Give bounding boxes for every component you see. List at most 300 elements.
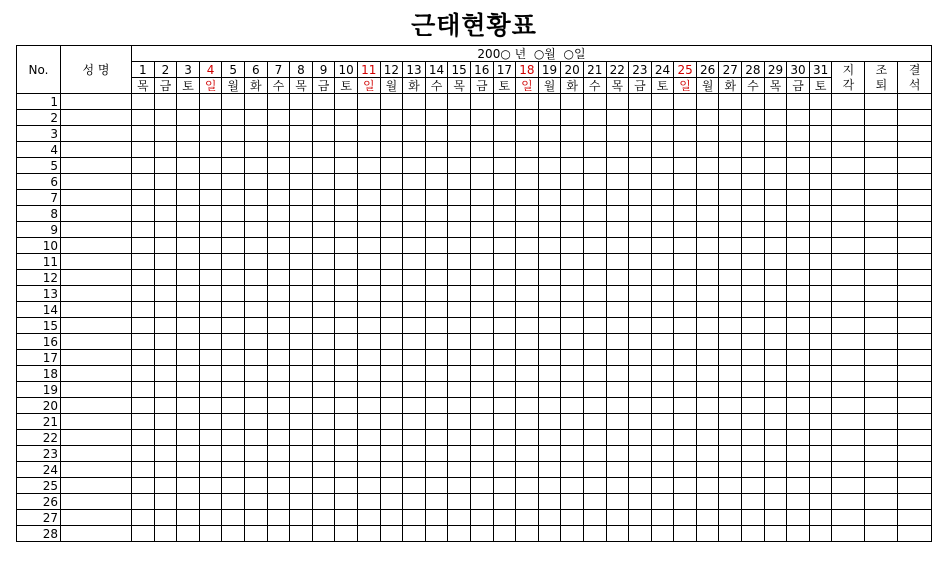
attendance-cell[interactable]	[177, 382, 200, 398]
attendance-cell[interactable]	[290, 430, 313, 446]
attendance-cell[interactable]	[583, 478, 606, 494]
attendance-cell[interactable]	[493, 494, 516, 510]
attendance-cell[interactable]	[674, 318, 697, 334]
attendance-cell[interactable]	[425, 238, 448, 254]
attendance-cell[interactable]	[674, 94, 697, 110]
attendance-cell[interactable]	[719, 430, 742, 446]
attendance-cell[interactable]	[538, 414, 561, 430]
attendance-cell[interactable]	[606, 238, 629, 254]
attendance-cell[interactable]	[764, 254, 787, 270]
late-cell[interactable]	[832, 270, 865, 286]
attendance-cell[interactable]	[403, 430, 426, 446]
attendance-cell[interactable]	[448, 446, 471, 462]
attendance-cell[interactable]	[516, 126, 539, 142]
attendance-cell[interactable]	[809, 366, 832, 382]
attendance-cell[interactable]	[561, 94, 584, 110]
attendance-cell[interactable]	[425, 110, 448, 126]
attendance-cell[interactable]	[493, 398, 516, 414]
attendance-cell[interactable]	[719, 142, 742, 158]
attendance-cell[interactable]	[561, 430, 584, 446]
attendance-cell[interactable]	[742, 238, 765, 254]
early-cell[interactable]	[865, 126, 898, 142]
attendance-cell[interactable]	[538, 446, 561, 462]
attendance-cell[interactable]	[493, 190, 516, 206]
attendance-cell[interactable]	[696, 190, 719, 206]
attendance-cell[interactable]	[448, 430, 471, 446]
attendance-cell[interactable]	[516, 462, 539, 478]
attendance-cell[interactable]	[154, 430, 177, 446]
attendance-cell[interactable]	[651, 238, 674, 254]
attendance-cell[interactable]	[583, 430, 606, 446]
attendance-cell[interactable]	[764, 318, 787, 334]
attendance-cell[interactable]	[606, 222, 629, 238]
attendance-cell[interactable]	[538, 302, 561, 318]
attendance-cell[interactable]	[674, 158, 697, 174]
name-cell[interactable]	[61, 174, 132, 190]
attendance-cell[interactable]	[154, 174, 177, 190]
attendance-cell[interactable]	[290, 142, 313, 158]
attendance-cell[interactable]	[561, 286, 584, 302]
attendance-cell[interactable]	[403, 222, 426, 238]
attendance-cell[interactable]	[493, 350, 516, 366]
attendance-cell[interactable]	[335, 158, 358, 174]
attendance-cell[interactable]	[267, 254, 290, 270]
attendance-cell[interactable]	[245, 318, 268, 334]
attendance-cell[interactable]	[742, 318, 765, 334]
attendance-cell[interactable]	[493, 302, 516, 318]
attendance-cell[interactable]	[538, 350, 561, 366]
attendance-cell[interactable]	[357, 334, 380, 350]
attendance-cell[interactable]	[674, 382, 697, 398]
attendance-cell[interactable]	[606, 398, 629, 414]
attendance-cell[interactable]	[312, 254, 335, 270]
attendance-cell[interactable]	[719, 302, 742, 318]
attendance-cell[interactable]	[199, 158, 222, 174]
attendance-cell[interactable]	[696, 462, 719, 478]
attendance-cell[interactable]	[290, 206, 313, 222]
attendance-cell[interactable]	[583, 494, 606, 510]
attendance-cell[interactable]	[809, 526, 832, 542]
attendance-cell[interactable]	[357, 158, 380, 174]
attendance-cell[interactable]	[696, 270, 719, 286]
attendance-cell[interactable]	[357, 206, 380, 222]
attendance-cell[interactable]	[719, 174, 742, 190]
attendance-cell[interactable]	[312, 414, 335, 430]
absent-cell[interactable]	[898, 510, 932, 526]
attendance-cell[interactable]	[606, 126, 629, 142]
attendance-cell[interactable]	[606, 446, 629, 462]
attendance-cell[interactable]	[425, 254, 448, 270]
attendance-cell[interactable]	[629, 382, 652, 398]
attendance-cell[interactable]	[629, 286, 652, 302]
early-cell[interactable]	[865, 462, 898, 478]
attendance-cell[interactable]	[561, 270, 584, 286]
attendance-cell[interactable]	[696, 414, 719, 430]
attendance-cell[interactable]	[787, 526, 810, 542]
attendance-cell[interactable]	[719, 334, 742, 350]
attendance-cell[interactable]	[245, 110, 268, 126]
attendance-cell[interactable]	[606, 158, 629, 174]
attendance-cell[interactable]	[787, 350, 810, 366]
name-cell[interactable]	[61, 334, 132, 350]
attendance-cell[interactable]	[470, 94, 493, 110]
attendance-cell[interactable]	[312, 478, 335, 494]
attendance-cell[interactable]	[448, 254, 471, 270]
attendance-cell[interactable]	[719, 414, 742, 430]
attendance-cell[interactable]	[787, 94, 810, 110]
attendance-cell[interactable]	[335, 382, 358, 398]
attendance-cell[interactable]	[199, 382, 222, 398]
late-cell[interactable]	[832, 398, 865, 414]
attendance-cell[interactable]	[403, 350, 426, 366]
attendance-cell[interactable]	[222, 478, 245, 494]
attendance-cell[interactable]	[335, 126, 358, 142]
attendance-cell[interactable]	[425, 430, 448, 446]
attendance-cell[interactable]	[696, 286, 719, 302]
attendance-cell[interactable]	[132, 110, 155, 126]
late-cell[interactable]	[832, 414, 865, 430]
attendance-cell[interactable]	[538, 94, 561, 110]
attendance-cell[interactable]	[245, 350, 268, 366]
attendance-cell[interactable]	[538, 174, 561, 190]
attendance-cell[interactable]	[606, 190, 629, 206]
attendance-cell[interactable]	[448, 286, 471, 302]
attendance-cell[interactable]	[787, 366, 810, 382]
attendance-cell[interactable]	[719, 478, 742, 494]
attendance-cell[interactable]	[132, 382, 155, 398]
attendance-cell[interactable]	[583, 318, 606, 334]
attendance-cell[interactable]	[245, 446, 268, 462]
attendance-cell[interactable]	[245, 238, 268, 254]
attendance-cell[interactable]	[335, 494, 358, 510]
attendance-cell[interactable]	[764, 446, 787, 462]
absent-cell[interactable]	[898, 94, 932, 110]
attendance-cell[interactable]	[357, 94, 380, 110]
attendance-cell[interactable]	[674, 270, 697, 286]
attendance-cell[interactable]	[561, 446, 584, 462]
name-cell[interactable]	[61, 462, 132, 478]
attendance-cell[interactable]	[132, 302, 155, 318]
attendance-cell[interactable]	[199, 206, 222, 222]
attendance-cell[interactable]	[516, 414, 539, 430]
attendance-cell[interactable]	[696, 126, 719, 142]
attendance-cell[interactable]	[154, 190, 177, 206]
attendance-cell[interactable]	[335, 462, 358, 478]
absent-cell[interactable]	[898, 446, 932, 462]
attendance-cell[interactable]	[199, 190, 222, 206]
attendance-cell[interactable]	[357, 222, 380, 238]
late-cell[interactable]	[832, 126, 865, 142]
attendance-cell[interactable]	[742, 222, 765, 238]
attendance-cell[interactable]	[403, 510, 426, 526]
attendance-cell[interactable]	[290, 478, 313, 494]
attendance-cell[interactable]	[357, 142, 380, 158]
attendance-cell[interactable]	[222, 286, 245, 302]
attendance-cell[interactable]	[154, 510, 177, 526]
attendance-cell[interactable]	[222, 334, 245, 350]
attendance-cell[interactable]	[448, 510, 471, 526]
attendance-cell[interactable]	[132, 350, 155, 366]
attendance-cell[interactable]	[629, 110, 652, 126]
attendance-cell[interactable]	[787, 270, 810, 286]
attendance-cell[interactable]	[674, 494, 697, 510]
attendance-cell[interactable]	[719, 398, 742, 414]
name-cell[interactable]	[61, 238, 132, 254]
late-cell[interactable]	[832, 446, 865, 462]
attendance-cell[interactable]	[493, 318, 516, 334]
attendance-cell[interactable]	[742, 334, 765, 350]
attendance-cell[interactable]	[267, 126, 290, 142]
attendance-cell[interactable]	[583, 126, 606, 142]
late-cell[interactable]	[832, 238, 865, 254]
attendance-cell[interactable]	[651, 206, 674, 222]
attendance-cell[interactable]	[380, 238, 403, 254]
attendance-cell[interactable]	[357, 286, 380, 302]
attendance-cell[interactable]	[696, 110, 719, 126]
attendance-cell[interactable]	[583, 270, 606, 286]
attendance-cell[interactable]	[606, 350, 629, 366]
early-cell[interactable]	[865, 494, 898, 510]
attendance-cell[interactable]	[651, 414, 674, 430]
attendance-cell[interactable]	[267, 238, 290, 254]
attendance-cell[interactable]	[335, 350, 358, 366]
attendance-cell[interactable]	[651, 302, 674, 318]
attendance-cell[interactable]	[312, 350, 335, 366]
absent-cell[interactable]	[898, 158, 932, 174]
attendance-cell[interactable]	[809, 414, 832, 430]
attendance-cell[interactable]	[516, 270, 539, 286]
attendance-cell[interactable]	[764, 142, 787, 158]
early-cell[interactable]	[865, 110, 898, 126]
attendance-cell[interactable]	[561, 110, 584, 126]
attendance-cell[interactable]	[425, 94, 448, 110]
attendance-cell[interactable]	[561, 318, 584, 334]
early-cell[interactable]	[865, 350, 898, 366]
attendance-cell[interactable]	[448, 398, 471, 414]
attendance-cell[interactable]	[177, 398, 200, 414]
early-cell[interactable]	[865, 286, 898, 302]
attendance-cell[interactable]	[809, 270, 832, 286]
name-cell[interactable]	[61, 302, 132, 318]
attendance-cell[interactable]	[493, 206, 516, 222]
attendance-cell[interactable]	[742, 526, 765, 542]
attendance-cell[interactable]	[357, 382, 380, 398]
attendance-cell[interactable]	[403, 110, 426, 126]
attendance-cell[interactable]	[674, 414, 697, 430]
attendance-cell[interactable]	[403, 446, 426, 462]
attendance-cell[interactable]	[245, 174, 268, 190]
attendance-cell[interactable]	[312, 302, 335, 318]
attendance-cell[interactable]	[561, 382, 584, 398]
attendance-cell[interactable]	[561, 494, 584, 510]
attendance-cell[interactable]	[470, 206, 493, 222]
attendance-cell[interactable]	[674, 206, 697, 222]
attendance-cell[interactable]	[132, 462, 155, 478]
attendance-cell[interactable]	[629, 94, 652, 110]
attendance-cell[interactable]	[177, 142, 200, 158]
attendance-cell[interactable]	[245, 462, 268, 478]
attendance-cell[interactable]	[809, 94, 832, 110]
attendance-cell[interactable]	[561, 254, 584, 270]
attendance-cell[interactable]	[764, 222, 787, 238]
attendance-cell[interactable]	[312, 238, 335, 254]
attendance-cell[interactable]	[583, 254, 606, 270]
attendance-cell[interactable]	[696, 366, 719, 382]
name-cell[interactable]	[61, 254, 132, 270]
name-cell[interactable]	[61, 142, 132, 158]
attendance-cell[interactable]	[154, 318, 177, 334]
attendance-cell[interactable]	[380, 126, 403, 142]
attendance-cell[interactable]	[425, 446, 448, 462]
attendance-cell[interactable]	[425, 270, 448, 286]
attendance-cell[interactable]	[651, 510, 674, 526]
attendance-cell[interactable]	[425, 302, 448, 318]
attendance-cell[interactable]	[493, 238, 516, 254]
attendance-cell[interactable]	[516, 430, 539, 446]
attendance-cell[interactable]	[742, 430, 765, 446]
attendance-cell[interactable]	[470, 254, 493, 270]
attendance-cell[interactable]	[380, 94, 403, 110]
attendance-cell[interactable]	[222, 238, 245, 254]
attendance-cell[interactable]	[403, 270, 426, 286]
attendance-cell[interactable]	[380, 206, 403, 222]
early-cell[interactable]	[865, 158, 898, 174]
attendance-cell[interactable]	[245, 206, 268, 222]
attendance-cell[interactable]	[357, 366, 380, 382]
late-cell[interactable]	[832, 382, 865, 398]
attendance-cell[interactable]	[764, 190, 787, 206]
attendance-cell[interactable]	[742, 254, 765, 270]
attendance-cell[interactable]	[290, 238, 313, 254]
attendance-cell[interactable]	[787, 126, 810, 142]
attendance-cell[interactable]	[538, 190, 561, 206]
attendance-cell[interactable]	[312, 142, 335, 158]
attendance-cell[interactable]	[629, 510, 652, 526]
attendance-cell[interactable]	[470, 526, 493, 542]
attendance-cell[interactable]	[787, 334, 810, 350]
attendance-cell[interactable]	[267, 462, 290, 478]
attendance-cell[interactable]	[696, 334, 719, 350]
attendance-cell[interactable]	[335, 254, 358, 270]
attendance-cell[interactable]	[583, 350, 606, 366]
attendance-cell[interactable]	[380, 366, 403, 382]
attendance-cell[interactable]	[742, 302, 765, 318]
attendance-cell[interactable]	[742, 462, 765, 478]
attendance-cell[interactable]	[583, 334, 606, 350]
attendance-cell[interactable]	[177, 206, 200, 222]
attendance-cell[interactable]	[696, 222, 719, 238]
attendance-cell[interactable]	[516, 238, 539, 254]
attendance-cell[interactable]	[561, 206, 584, 222]
attendance-cell[interactable]	[561, 526, 584, 542]
attendance-cell[interactable]	[561, 238, 584, 254]
attendance-cell[interactable]	[403, 382, 426, 398]
absent-cell[interactable]	[898, 110, 932, 126]
attendance-cell[interactable]	[312, 126, 335, 142]
attendance-cell[interactable]	[290, 398, 313, 414]
attendance-cell[interactable]	[177, 318, 200, 334]
attendance-cell[interactable]	[222, 302, 245, 318]
attendance-cell[interactable]	[177, 510, 200, 526]
attendance-cell[interactable]	[199, 526, 222, 542]
attendance-cell[interactable]	[222, 366, 245, 382]
absent-cell[interactable]	[898, 238, 932, 254]
attendance-cell[interactable]	[651, 270, 674, 286]
early-cell[interactable]	[865, 222, 898, 238]
attendance-cell[interactable]	[290, 190, 313, 206]
attendance-cell[interactable]	[764, 510, 787, 526]
attendance-cell[interactable]	[561, 222, 584, 238]
attendance-cell[interactable]	[357, 494, 380, 510]
attendance-cell[interactable]	[154, 446, 177, 462]
attendance-cell[interactable]	[764, 462, 787, 478]
attendance-cell[interactable]	[177, 478, 200, 494]
attendance-cell[interactable]	[132, 478, 155, 494]
attendance-cell[interactable]	[380, 494, 403, 510]
attendance-cell[interactable]	[403, 158, 426, 174]
attendance-cell[interactable]	[335, 430, 358, 446]
attendance-cell[interactable]	[651, 158, 674, 174]
attendance-cell[interactable]	[199, 318, 222, 334]
attendance-cell[interactable]	[696, 254, 719, 270]
attendance-cell[interactable]	[425, 478, 448, 494]
attendance-cell[interactable]	[357, 238, 380, 254]
early-cell[interactable]	[865, 478, 898, 494]
attendance-cell[interactable]	[222, 94, 245, 110]
attendance-cell[interactable]	[335, 302, 358, 318]
attendance-cell[interactable]	[696, 174, 719, 190]
attendance-cell[interactable]	[493, 174, 516, 190]
attendance-cell[interactable]	[245, 526, 268, 542]
late-cell[interactable]	[832, 158, 865, 174]
attendance-cell[interactable]	[403, 286, 426, 302]
attendance-cell[interactable]	[267, 222, 290, 238]
attendance-cell[interactable]	[470, 446, 493, 462]
attendance-cell[interactable]	[425, 318, 448, 334]
attendance-cell[interactable]	[470, 398, 493, 414]
attendance-cell[interactable]	[516, 158, 539, 174]
attendance-cell[interactable]	[380, 158, 403, 174]
attendance-cell[interactable]	[493, 126, 516, 142]
attendance-cell[interactable]	[696, 382, 719, 398]
attendance-cell[interactable]	[403, 238, 426, 254]
absent-cell[interactable]	[898, 174, 932, 190]
attendance-cell[interactable]	[199, 254, 222, 270]
attendance-cell[interactable]	[154, 270, 177, 286]
attendance-cell[interactable]	[719, 382, 742, 398]
attendance-cell[interactable]	[132, 142, 155, 158]
attendance-cell[interactable]	[674, 446, 697, 462]
attendance-cell[interactable]	[561, 302, 584, 318]
attendance-cell[interactable]	[335, 222, 358, 238]
attendance-cell[interactable]	[787, 382, 810, 398]
early-cell[interactable]	[865, 414, 898, 430]
name-cell[interactable]	[61, 110, 132, 126]
attendance-cell[interactable]	[448, 334, 471, 350]
attendance-cell[interactable]	[809, 238, 832, 254]
attendance-cell[interactable]	[335, 478, 358, 494]
early-cell[interactable]	[865, 334, 898, 350]
late-cell[interactable]	[832, 286, 865, 302]
attendance-cell[interactable]	[312, 94, 335, 110]
attendance-cell[interactable]	[290, 286, 313, 302]
attendance-cell[interactable]	[561, 462, 584, 478]
attendance-cell[interactable]	[583, 238, 606, 254]
attendance-cell[interactable]	[357, 414, 380, 430]
attendance-cell[interactable]	[199, 398, 222, 414]
attendance-cell[interactable]	[290, 366, 313, 382]
attendance-cell[interactable]	[629, 270, 652, 286]
